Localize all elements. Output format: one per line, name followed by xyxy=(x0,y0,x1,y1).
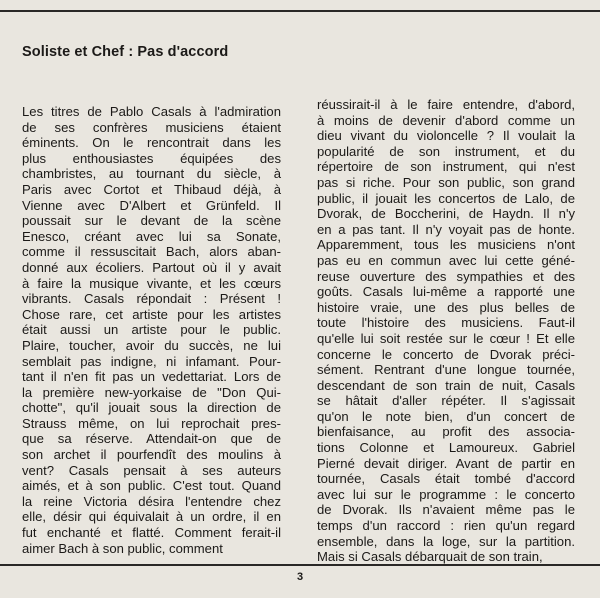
top-rule xyxy=(0,10,600,12)
text-line: toute l'histoire des musiciens. Faut-il xyxy=(317,315,575,331)
text-line: répertoire de son instrument, qui n'est xyxy=(317,159,575,175)
text-line: popularité de son instrument, et du xyxy=(317,143,575,159)
text-line: histoire vraie, une des plus belles de xyxy=(317,299,575,315)
text-line: se hâtait d'aller répéter. Il s'agissait xyxy=(317,393,575,409)
text-line: Chose rare, cet artiste pour les artistes xyxy=(22,306,281,322)
text-line: chotte", qu'il jouait sous la direction de xyxy=(22,400,281,416)
text-line: fut enchanté et flatté. Comment ferait-il xyxy=(22,525,281,541)
text-line: de Dvorak. Ils n'avaient même pas le xyxy=(317,502,575,518)
text-line: son archet il pourfendît des moulins à xyxy=(22,447,281,463)
text-line: que sa réserve. Attendait-on que de xyxy=(22,431,281,447)
text-line: éminents. On le rencontrait dans les xyxy=(22,135,281,151)
text-line: bienfaisance, au profit des associa- xyxy=(317,424,575,440)
text-line: public, il jouait les concertos de Lalo, de xyxy=(317,190,575,206)
page-number: 3 xyxy=(296,571,304,583)
left-text-column xyxy=(22,104,281,556)
text-line: à faire la musique vivante, et les cœurs xyxy=(22,275,281,291)
text-line: Enesco, créant avec lui sa Sonate, xyxy=(22,228,281,244)
section-heading: Soliste et Chef : Pas d'accord xyxy=(22,44,229,60)
text-line: sément. Rentrant d'une longue tournée, xyxy=(317,362,575,378)
text-line: ensemble, dans la loge, sur la partition. xyxy=(317,533,575,549)
text-line: dieu vivant du violoncelle ? Il voulait la xyxy=(317,128,575,144)
text-line: Vienne avec D'Albert et Grünfeld. Il xyxy=(22,197,281,213)
text-line: semblait pas indigne, ni infamant. Pour- xyxy=(22,353,281,369)
text-line: en a pas tant. Il n'y voyait pas de honte. xyxy=(317,221,575,237)
text-line: goûts. Casals lui-même a rapporté une xyxy=(317,284,575,300)
text-line: pas eu en commun avec lui cette géné- xyxy=(317,252,575,268)
text-line: comme il ressuscitait Bach, alors aban- xyxy=(22,244,281,260)
text-line: poussait sur le devant de la scène xyxy=(22,213,281,229)
text-line: temps d'un raccord : rien qu'un regard xyxy=(317,518,575,534)
text-line: la première new-yorkaise de "Don Qui- xyxy=(22,384,281,400)
text-line: tournée, Casals était tombé d'accord xyxy=(317,471,575,487)
text-line: avec lui sur le programme : le concerto xyxy=(317,486,575,502)
text-line: descendant de son train de nuit, Casals xyxy=(317,377,575,393)
text-line: chambristes, au tournant du siècle, à xyxy=(22,166,281,182)
text-line: donné aux écoliers. Partout où il y avait xyxy=(22,259,281,275)
text-line: Strauss même, on lui reprochait pres- xyxy=(22,415,281,431)
text-line: vent? Casals pensait à ses auteurs xyxy=(22,462,281,478)
text-line: vibrants. Casals répondait : Présent ! xyxy=(22,291,281,307)
text-line: à moins de devenir d'abord comme un xyxy=(317,112,575,128)
text-line: concerne le concerto de Dvorak préci- xyxy=(317,346,575,362)
text-line: pas si riche. Pour son public, son grand xyxy=(317,174,575,190)
text-line: Paris avec Cortot et Thibaud déjà, à xyxy=(22,181,281,197)
text-line: Mais si Casals débarquait de son train, xyxy=(317,549,543,565)
text-line: de ses confrères musiciens étaient xyxy=(22,119,281,135)
text-line: qu'elle lui soit restée sur le cœur ! Et elle xyxy=(317,330,575,346)
text-line: tant il n'en fit pas un vedettariat. Lors de xyxy=(22,369,281,385)
text-line: Apparemment, tous les musiciens n'ont xyxy=(317,237,575,253)
text-line: aimer Bach à son public, comment xyxy=(22,540,223,556)
text-line: Plaire, toucher, avoir du succès, ne lui xyxy=(22,337,281,353)
text-line: Pierné devait diriger. Avant de partir en xyxy=(317,455,575,471)
text-line: qu'on le note bien, d'un concert de xyxy=(317,408,575,424)
text-line: Dvorak, de Boccherini, de Haydn. Il n'y xyxy=(317,206,575,222)
text-line: aimés, et à son public. C'est tout. Quand xyxy=(22,478,281,494)
right-text-column xyxy=(317,97,575,565)
text-line: elle, désir qui équivalait à un ordre, il en xyxy=(22,509,281,525)
text-line: était aussi un artiste pour le public. xyxy=(22,322,281,338)
text-line: reuse ouverture des sympathies et des xyxy=(317,268,575,284)
bottom-rule xyxy=(0,564,600,566)
text-line: réussirait-il à le faire entendre, d'abord, xyxy=(317,97,575,112)
text-line: plus enthousiastes équipées des xyxy=(22,150,281,166)
text-line: Les titres de Pablo Casals à l'admiration xyxy=(22,104,281,119)
text-line: tions Colonne et Lamoureux. Gabriel xyxy=(317,440,575,456)
text-line: la reine Victoria désira l'entendre chez xyxy=(22,493,281,509)
